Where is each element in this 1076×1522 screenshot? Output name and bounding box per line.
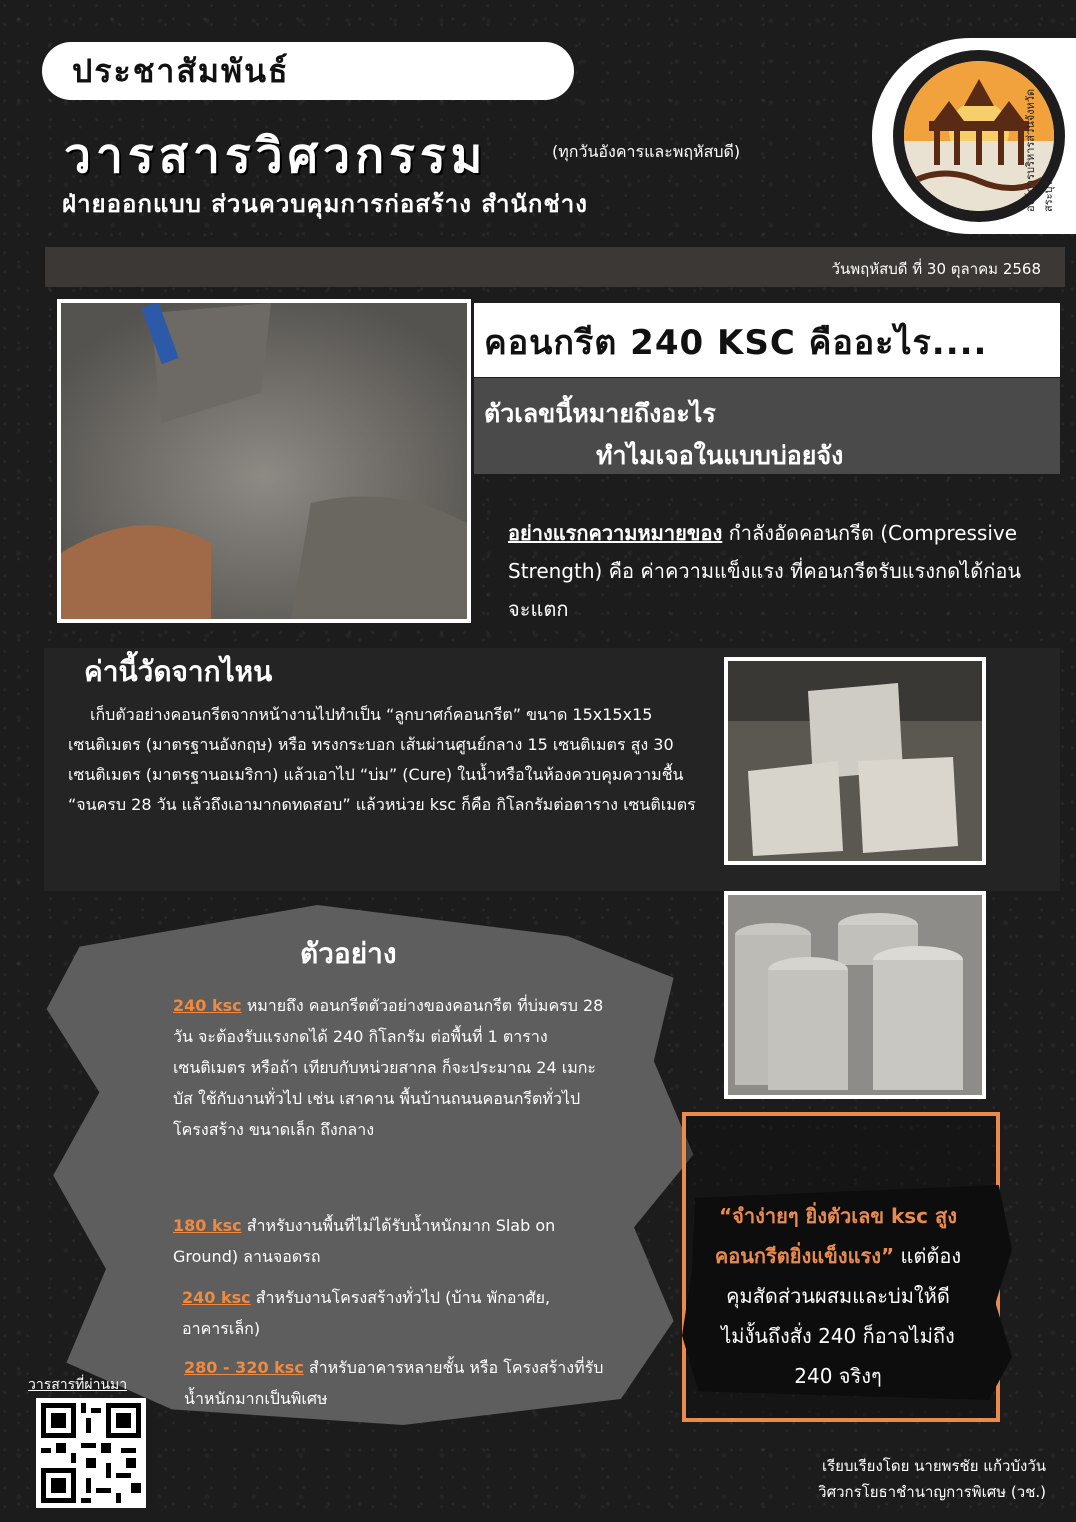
title-panel xyxy=(474,303,1060,377)
qr-code-icon xyxy=(36,1398,146,1508)
tip-highlight-2: คอนกรีตยิ่งแข็งแรง” xyxy=(714,1244,895,1268)
credit-position: วิศวกรโยธาชำนาญการพิเศษ (วช.) xyxy=(818,1483,1046,1501)
example-value: 180 ksc xyxy=(173,1216,242,1235)
example-item xyxy=(173,1210,613,1272)
examples-brush-background xyxy=(40,905,700,1425)
pr-label: ประชาสัมพันธ์ xyxy=(42,42,574,100)
tip-text-1: แต่ต้อง xyxy=(894,1244,962,1268)
example-item xyxy=(184,1352,604,1414)
concrete-pouring-photo xyxy=(57,299,471,623)
example-text: สำหรับงานโครงสร้างทั่วไป (บ้าน พักอาศัย, อาคารเล็ก) xyxy=(182,1288,551,1338)
tip-highlight-1: “จำง่ายๆ ยิ่งตัวเลข ksc สูง xyxy=(719,1204,957,1228)
department-name: ฝ่ายออกแบบ ส่วนควบคุมการก่อสร้าง สำนักช่าง xyxy=(62,190,588,218)
past-issues-label[interactable]: วารสารที่ผ่านมา xyxy=(28,1377,128,1393)
concrete-cylinders-photo xyxy=(724,891,986,1099)
issue-date: วันพฤหัสบดี ที่ 30 ตุลาคม 2568 xyxy=(831,260,1041,278)
examples-heading: ตัวอย่าง xyxy=(300,937,397,970)
qr-code[interactable] xyxy=(36,1398,146,1508)
question-line-1: ตัวเลขนี้หมายถึงอะไร xyxy=(484,399,716,428)
logo-text: องค์การบริหารส่วนจังหวัดสระบุรี xyxy=(1024,88,1055,212)
tip-callout-text xyxy=(668,1196,1008,1396)
example-text: สำหรับอาคารหลายชั้น หรือ โครงสร้างที่รับน้ำหนักมากเป็นพิเศษ xyxy=(184,1358,604,1408)
example-text: หมายถึง คอนกรีตตัวอย่างของคอนกรีต ที่บ่มครบ 28 วัน จะต้องรับแรงกดได้ 240 กิโลกรัม ต่อพื้นที่ 1 ตารางเซนติเมตร หรือถ้า เทียบกับหน่วยสากล ก็จะประมาณ 24 เมกะบัส ใช้กับงานทั่วไป เช่น เสาคาน พื้นบ้านถนนคอนกรีตทั่วไป โครงสร้าง ขนาดเล็ก ถึงกลาง xyxy=(173,996,604,1139)
date-bar xyxy=(45,247,1065,287)
journal-title: วารสารวิศวกรรม xyxy=(64,128,488,184)
example-text: สำหรับงานพื้นที่ไม่ได้รับน้ำหนักมาก Slab on Ground) ลานจอดรถ xyxy=(173,1216,556,1266)
meaning-paragraph xyxy=(508,514,1028,628)
measurement-heading: ค่านี้วัดจากไหน xyxy=(84,655,273,688)
example-item xyxy=(182,1282,582,1344)
credit-author: เรียบเรียงโดย นายพรชัย แก้วบังวัน xyxy=(822,1457,1046,1475)
tip-text-2: คุมสัดส่วนผสมและบ่มให้ดี xyxy=(726,1284,950,1308)
meaning-text: กำลังอัดคอนกรีต (Compressive Strength) คือ ค่าความแข็งแรง ที่คอนกรีตรับแรงกดได้ก่อนจะแตก xyxy=(508,521,1021,621)
example-item xyxy=(173,990,613,1145)
example-value: 240 ksc xyxy=(182,1288,251,1307)
meaning-lead: อย่างแรกความหมายของ xyxy=(508,521,723,545)
example-value: 280 - 320 ksc xyxy=(184,1358,304,1377)
question-line-2: ทำไมเจอในแบบบ่อยจัง xyxy=(596,441,844,470)
example-value: 240 ksc xyxy=(173,996,242,1015)
article-title: คอนกรีต 240 KSC คืออะไร.... xyxy=(484,323,988,363)
tip-text-4: 240 จริงๆ xyxy=(794,1364,882,1388)
concrete-cubes-photo xyxy=(724,657,986,865)
journal-schedule: (ทุกวันอังคารและพฤหัสบดี) xyxy=(552,142,741,161)
measurement-body: เก็บตัวอย่างคอนกรีตจากหน้างานไปทำเป็น “ลูกบาศก์คอนกรีต” ขนาด 15x15x15 เซนติเมตร (มาตรฐานอังกฤษ) หรือ ทรงกระบอก เส้นผ่านศูนย์กลาง 15 เซนติเมตร สูง 30 เซนติเมตร (มาตรฐานอเมริกา) แล้วเอาไป “บ่ม” (Cure) ในน้ำหรือในห้องควบคุมความชื้น “จนครบ 28 วัน แล้วถึงเอามากดทดสอบ” แล้วหน่วย ksc ก็คือ กิโลกรัมต่อตาราง เซนติเมตร xyxy=(68,705,696,814)
tip-text-3: ไม่งั้นถึงสั่ง 240 ก็อาจไม่ถึง xyxy=(721,1324,955,1348)
